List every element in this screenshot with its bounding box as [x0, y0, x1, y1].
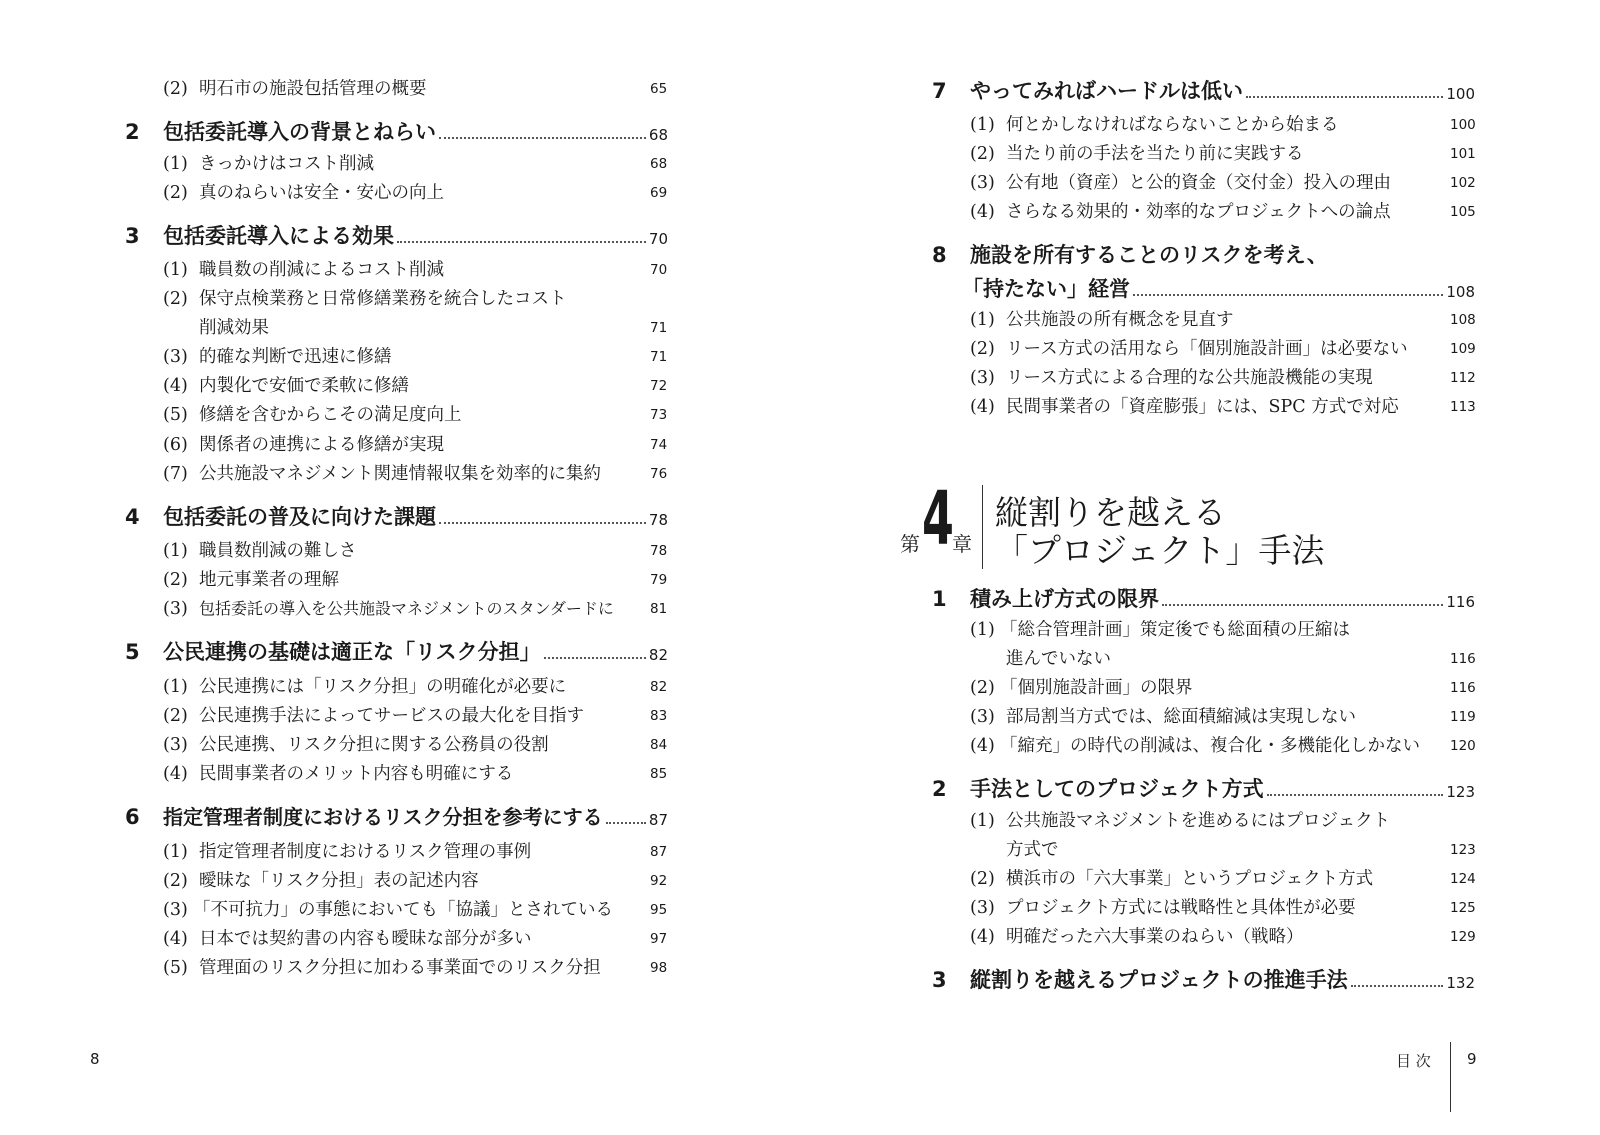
item-label-continued: 進んでいない: [1006, 649, 1111, 669]
item-number: (3): [163, 599, 188, 619]
toc-item[interactable]: [163, 896, 673, 924]
leader-dots: [606, 822, 646, 824]
item-label: 公共施設マネジメントを進めるにはプロジェクト: [1006, 811, 1391, 831]
item-label: 公民連携、リスク分担に関する公務員の役割: [199, 735, 549, 755]
toc-item[interactable]: [163, 673, 673, 701]
item-page: 81: [650, 601, 668, 617]
toc-item[interactable]: [970, 393, 1480, 421]
item-number: (3): [163, 735, 188, 755]
toc-section[interactable]: [932, 583, 1477, 615]
toc-item[interactable]: [163, 731, 673, 759]
leader-dots: [1133, 294, 1443, 296]
item-label: 明確だった六大事業のねらい（戦略）: [1006, 927, 1304, 947]
item-number: (3): [970, 368, 995, 388]
toc-item[interactable]: [163, 867, 673, 895]
item-page: 129: [1450, 929, 1476, 945]
section-number: 3: [125, 224, 140, 248]
section-number: 3: [932, 968, 947, 992]
item-number: (1): [970, 811, 995, 831]
section-title-line1: 施設を所有することのリスクを考え、: [970, 243, 1328, 267]
toc-item[interactable]: [970, 811, 1480, 864]
item-label: 公有地（資産）と公的資金（交付金）投入の理由: [1006, 173, 1391, 193]
item-number: (4): [970, 397, 995, 417]
item-label: 曖昧な「リスク分担」表の記述内容: [199, 871, 479, 891]
item-label: 当たり前の手法を当たり前に実践する: [1006, 144, 1304, 164]
section-title: 手法としてのプロジェクト方式: [970, 777, 1264, 801]
section-number: 8: [932, 243, 947, 267]
item-page: 123: [1450, 842, 1476, 858]
toc-item[interactable]: [970, 335, 1480, 363]
item-number: (4): [970, 202, 995, 222]
toc-section[interactable]: [125, 636, 670, 668]
item-label: 的確な判断で迅速に修繕: [199, 347, 392, 367]
toc-item[interactable]: [970, 169, 1480, 197]
item-page: 101: [1450, 146, 1476, 162]
leader-dots: [1267, 794, 1444, 796]
item-number: (4): [163, 376, 188, 396]
section-number: 4: [125, 505, 140, 529]
toc-item[interactable]: [163, 179, 673, 207]
toc-item[interactable]: [970, 620, 1480, 673]
item-number: (2): [970, 144, 995, 164]
toc-section[interactable]: [932, 964, 1477, 996]
right-page: [800, 0, 1600, 1135]
item-number: (6): [163, 435, 188, 455]
section-title: 「持たない」経営: [962, 277, 1130, 301]
item-number: (3): [970, 173, 995, 193]
item-label: 真のねらいは安全・安心の向上: [199, 183, 444, 203]
section-title: 包括委託導入による効果: [163, 224, 394, 248]
toc-section[interactable]: [125, 220, 670, 252]
toc-section[interactable]: [932, 75, 1477, 107]
section-page: 70: [648, 230, 668, 248]
toc-item[interactable]: [163, 954, 673, 982]
chapter-divider: [982, 485, 983, 569]
item-number: (4): [970, 736, 995, 756]
item-number: (4): [970, 927, 995, 947]
item-page: 74: [650, 437, 668, 453]
item-label: 職員数削減の難しさ: [199, 541, 357, 561]
item-label: 民間事業者の「資産膨張」には、SPC 方式で対応: [1006, 397, 1399, 417]
running-head: 目 次: [1396, 1052, 1431, 1070]
leader-dots: [1162, 604, 1443, 606]
item-page: 98: [650, 960, 668, 976]
item-label: 民間事業者のメリット内容も明確にする: [199, 764, 514, 784]
item-number: (3): [163, 900, 188, 920]
item-number: (5): [163, 405, 188, 425]
item-page: 100: [1450, 117, 1476, 133]
section-page: 116: [1446, 593, 1475, 611]
chapter-prefix: 第: [900, 532, 920, 556]
item-label-continued: 方式で: [1006, 840, 1059, 860]
toc-item[interactable]: [970, 364, 1480, 392]
toc-item[interactable]: [163, 431, 673, 459]
chapter-title-line1: 縦割りを越える: [995, 493, 1226, 532]
toc-item[interactable]: [970, 674, 1480, 702]
item-number: (2): [163, 79, 188, 99]
item-label: 保守点検業務と日常修繕業務を統合したコスト: [199, 289, 567, 309]
item-page: 102: [1450, 175, 1476, 191]
toc-item[interactable]: [970, 732, 1480, 760]
item-label: 日本では契約書の内容も曖昧な部分が多い: [199, 929, 532, 949]
item-label: 内製化で安価で柔軟に修繕: [199, 376, 409, 396]
item-page: 83: [650, 708, 668, 724]
item-label: 部局割当方式では、総面積縮減は実現しない: [1006, 707, 1356, 727]
item-page: 109: [1450, 341, 1476, 357]
page-number: 8: [90, 1050, 100, 1068]
leader-dots: [439, 522, 646, 524]
folio-divider: [1450, 1042, 1451, 1112]
toc-item[interactable]: [163, 372, 673, 400]
section-title: 包括委託の普及に向けた課題: [163, 505, 436, 529]
toc-item[interactable]: [970, 865, 1480, 893]
toc-item[interactable]: [163, 401, 673, 429]
section-page: 108: [1446, 283, 1475, 301]
toc-item[interactable]: [163, 595, 673, 623]
section-title: 指定管理者制度におけるリスク分担を参考にする: [163, 805, 603, 829]
toc-item[interactable]: [163, 460, 673, 488]
item-label: 指定管理者制度におけるリスク管理の事例: [199, 842, 532, 862]
toc-item[interactable]: [163, 566, 673, 594]
item-label: 修繕を含むからこその満足度向上: [199, 405, 462, 425]
item-page: 125: [1450, 900, 1476, 916]
toc-item[interactable]: [163, 289, 673, 342]
toc-section[interactable]: [932, 243, 1477, 305]
item-label: 職員数の削減によるコスト削減: [199, 260, 444, 280]
toc-section[interactable]: [125, 501, 670, 533]
section-page: 132: [1446, 974, 1475, 992]
item-number: (2): [163, 183, 188, 203]
section-page: 68: [648, 126, 668, 144]
section-number: 1: [932, 587, 947, 611]
item-number: (1): [163, 541, 188, 561]
item-page: 73: [650, 407, 668, 423]
item-label: 「個別施設計画」の限界: [1000, 678, 1193, 698]
item-page: 95: [650, 902, 668, 918]
item-label: 何とかしなければならないことから始まる: [1006, 115, 1339, 135]
toc-section[interactable]: [125, 116, 670, 148]
toc-item[interactable]: [163, 760, 673, 788]
section-page: 100: [1446, 85, 1475, 103]
toc-item[interactable]: [163, 343, 673, 371]
item-number: (4): [163, 929, 188, 949]
toc-item[interactable]: [163, 925, 673, 953]
item-page: 92: [650, 873, 668, 889]
toc-item[interactable]: [163, 838, 673, 866]
item-page: 108: [1450, 312, 1476, 328]
item-page: 71: [650, 349, 668, 365]
item-page: 70: [650, 262, 668, 278]
section-title: 積み上げ方式の限界: [970, 587, 1159, 611]
item-label: 地元事業者の理解: [199, 570, 339, 590]
item-label: リース方式による合理的な公共施設機能の実現: [1006, 368, 1373, 388]
section-title: 包括委託導入の背景とねらい: [163, 120, 436, 144]
item-number: (1): [970, 620, 995, 640]
item-label: 「縮充」の時代の削減は、複合化・多機能化しかない: [1000, 736, 1420, 756]
item-label: リース方式の活用なら「個別施設計画」は必要ない: [1006, 339, 1408, 359]
toc-item[interactable]: [970, 198, 1480, 226]
item-page: 84: [650, 737, 668, 753]
item-number: (5): [163, 958, 188, 978]
item-page: 69: [650, 185, 668, 201]
toc-item[interactable]: [163, 256, 673, 284]
item-number: (2): [163, 871, 188, 891]
item-label: プロジェクト方式には戦略性と具体性が必要: [1006, 898, 1356, 918]
section-number: 6: [125, 805, 140, 829]
item-number: (1): [163, 154, 188, 174]
section-page: 78: [648, 511, 668, 529]
item-number: (3): [970, 707, 995, 727]
chapter-title-line2: 「プロジェクト」手法: [995, 531, 1325, 570]
item-label: さらなる効果的・効率的なプロジェクトへの論点: [1006, 202, 1391, 222]
item-number: (2): [163, 289, 188, 309]
item-label: 管理面のリスク分担に加わる事業面でのリスク分担: [199, 958, 601, 978]
item-number: (1): [163, 677, 188, 697]
leader-dots: [544, 657, 646, 659]
section-number: 7: [932, 79, 947, 103]
leader-dots: [439, 137, 646, 139]
section-title: 公民連携の基礎は適正な「リスク分担」: [163, 640, 541, 664]
item-label: 公共施設の所有概念を見直す: [1006, 310, 1234, 330]
section-page: 123: [1446, 783, 1475, 801]
item-number: (7): [163, 464, 188, 484]
item-number: (2): [970, 869, 995, 889]
section-page: 87: [648, 811, 668, 829]
item-page: 72: [650, 378, 668, 394]
leader-dots: [397, 241, 646, 243]
item-number: (3): [163, 347, 188, 367]
item-label: 横浜市の「六大事業」というプロジェクト方式: [1006, 869, 1374, 889]
item-page: 97: [650, 931, 668, 947]
item-number: (1): [163, 842, 188, 862]
item-page: 105: [1450, 204, 1476, 220]
section-title: 縦割りを越えるプロジェクトの推進手法: [970, 968, 1348, 992]
toc-item[interactable]: [970, 306, 1480, 334]
item-number: (4): [163, 764, 188, 784]
item-page: 71: [650, 320, 668, 336]
item-page: 68: [650, 156, 668, 172]
item-label-continued: 削減効果: [199, 318, 269, 338]
section-number: 2: [932, 777, 947, 801]
item-page: 76: [650, 466, 668, 482]
item-page: 79: [650, 572, 668, 588]
item-page: 112: [1450, 370, 1476, 386]
chapter-suffix: 章: [952, 532, 972, 556]
toc-item[interactable]: [970, 923, 1480, 951]
item-number: (2): [163, 706, 188, 726]
toc-item[interactable]: [163, 150, 673, 178]
item-number: (2): [970, 678, 995, 698]
toc-item[interactable]: [163, 702, 673, 730]
item-label: 「不可抗力」の事態においても「協議」とされている: [193, 900, 613, 920]
toc-item[interactable]: [970, 140, 1480, 168]
item-page: 119: [1450, 709, 1476, 725]
item-number: (2): [163, 570, 188, 590]
chapter-heading: [900, 476, 1325, 570]
item-number: (3): [970, 898, 995, 918]
leader-dots: [1351, 985, 1444, 987]
item-number: (1): [970, 115, 995, 135]
item-label: きっかけはコスト削減: [199, 154, 374, 174]
toc-item[interactable]: [970, 894, 1480, 922]
item-label: 公民連携手法によってサービスの最大化を目指す: [199, 706, 584, 726]
item-page: 116: [1450, 680, 1476, 696]
leader-dots: [1246, 96, 1443, 98]
item-page: 124: [1450, 871, 1476, 887]
item-number: (1): [970, 310, 995, 330]
toc-section[interactable]: [125, 801, 670, 833]
item-page: 87: [650, 844, 668, 860]
chapter-number: 4: [922, 476, 954, 562]
item-label: 包括委託の導入を公共施設マネジメントのスタンダードに: [199, 599, 614, 618]
item-page: 85: [650, 766, 668, 782]
section-number: 2: [125, 120, 140, 144]
toc-item[interactable]: [163, 537, 673, 565]
page-number: 9: [1467, 1050, 1477, 1068]
section-page: 82: [648, 646, 668, 664]
toc-item[interactable]: [163, 75, 673, 103]
item-page: 65: [650, 81, 668, 97]
toc-item[interactable]: [970, 703, 1480, 731]
item-number: (2): [970, 339, 995, 359]
section-title: やってみればハードルは低い: [970, 79, 1243, 103]
item-number: (1): [163, 260, 188, 280]
item-page: 120: [1450, 738, 1476, 754]
item-label: 「総合管理計画」策定後でも総面積の圧縮は: [1000, 620, 1350, 640]
item-page: 113: [1450, 399, 1476, 415]
item-label: 明石市の施設包括管理の概要: [199, 79, 427, 99]
item-label: 公民連携には「リスク分担」の明確化が必要に: [199, 677, 567, 697]
toc-section[interactable]: [932, 773, 1477, 805]
item-label: 公共施設マネジメント関連情報収集を効率的に集約: [199, 464, 601, 484]
section-number: 5: [125, 640, 140, 664]
item-page: 116: [1450, 651, 1476, 667]
item-label: 関係者の連携による修繕が実現: [199, 435, 444, 455]
toc-item[interactable]: [970, 111, 1480, 139]
item-page: 78: [650, 543, 668, 559]
item-page: 82: [650, 679, 668, 695]
